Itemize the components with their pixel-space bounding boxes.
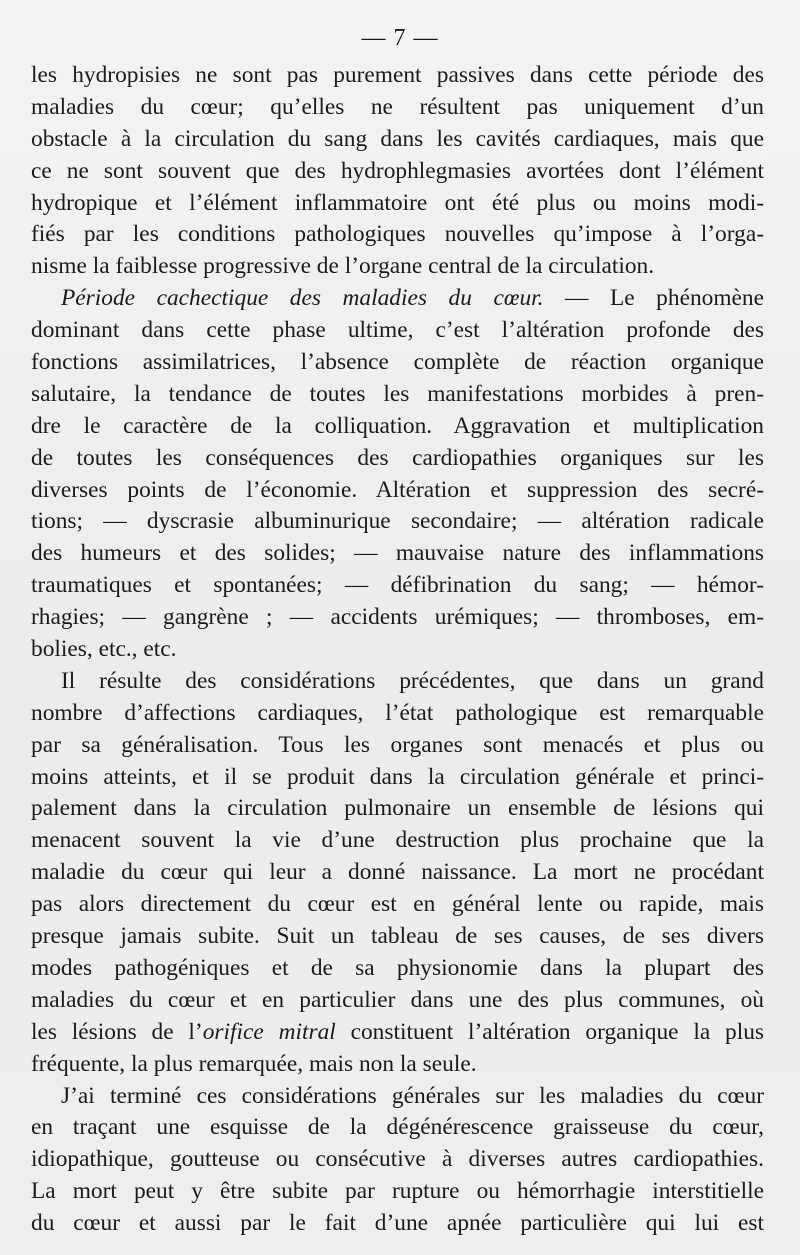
text-line <box>31 985 764 1017</box>
italic-text-segment: orifice mitral <box>202 1018 336 1045</box>
text-segment: palement dans la circulation pulmonaire un ensemble de lésions qui <box>31 795 764 822</box>
text-line <box>31 124 764 156</box>
text-segment: maladies du cœur et en particulier dans une des plus communes, où <box>31 986 764 1013</box>
text-line <box>31 347 764 379</box>
text-line <box>31 1081 764 1113</box>
text-segment: Il résulte des considérations précédentes, que dans un grand <box>61 667 764 694</box>
text-line <box>31 793 764 825</box>
text-segment: fonctions assimilatrices, l’absence complète de réaction organique <box>31 349 764 376</box>
page-number: — 7 — <box>361 25 439 51</box>
text-segment: idiopathique, goutteuse ou consécutive à diverses autres cardiopathies. <box>31 1146 764 1173</box>
text-line <box>31 315 764 347</box>
text-line <box>31 889 764 921</box>
text-segment: constituent l’altération organique la plus <box>335 1018 764 1045</box>
text-line <box>31 762 764 794</box>
text-line <box>31 411 764 443</box>
text-line <box>31 825 764 857</box>
text-segment: modes pathogéniques et de sa physionomie dans la plupart des <box>31 954 764 981</box>
text-segment: fréquente, la plus remarquée, mais non la seule. <box>31 1050 477 1077</box>
text-line <box>31 666 764 698</box>
text-segment: les lésions de l’ <box>31 1018 203 1045</box>
text-line <box>31 538 764 570</box>
text-segment: par sa généralisation. Tous les organes sont menacés et plus ou <box>31 731 764 758</box>
body-text <box>31 60 764 1240</box>
text-line <box>31 1208 764 1240</box>
text-segment: les hydropisies ne sont pas purement passives dans cette période des <box>31 62 764 88</box>
text-line <box>31 475 764 507</box>
text-line <box>31 1017 764 1049</box>
text-line <box>31 219 764 251</box>
text-segment: en traçant une esquisse de la dégénérescence graisseuse du cœur, <box>31 1114 764 1141</box>
text-line <box>31 506 764 538</box>
text-segment: dre le caractère de la colliquation. Aggravation et multiplication <box>31 412 764 439</box>
text-line <box>31 92 764 124</box>
text-segment: maladie du cœur qui leur a donné naissance. La mort ne procédant <box>31 859 764 886</box>
text-line <box>31 60 764 92</box>
text-line <box>31 1176 764 1208</box>
text-segment: ce ne sont souvent que des hydrophlegmasies avortées dont l’élément <box>31 157 764 184</box>
text-line <box>31 379 764 411</box>
text-segment: de toutes les conséquences des cardiopathies organiques sur les <box>31 444 764 471</box>
text-segment: tions; — dyscrasie albuminurique secondaire; — altération radicale <box>31 508 764 535</box>
text-segment: La mort peut y être subite par rupture ou hémorrhagie interstitielle <box>31 1178 764 1205</box>
text-segment: — Le phénomène <box>543 285 764 312</box>
text-segment: J’ai terminé ces considérations générales sur les maladies du cœur <box>61 1082 764 1109</box>
text-line <box>31 443 764 475</box>
text-segment: des humeurs et des solides; — mauvaise nature des inflammations <box>31 540 764 567</box>
text-line <box>31 156 764 188</box>
text-line <box>31 283 764 315</box>
text-segment: menacent souvent la vie d’une destruction plus prochaine que la <box>31 827 764 854</box>
text-segment: traumatiques et spontanées; — défibrination du sang; — hémor- <box>31 572 764 599</box>
text-line <box>31 570 764 602</box>
text-segment: diverses points de l’économie. Altération et suppression des secré- <box>31 476 764 503</box>
text-segment: hydropique et l’élément inflammatoire ont été plus ou moins modi- <box>31 189 764 216</box>
text-line <box>31 634 764 666</box>
italic-text-segment: Période cachectique des maladies du cœur. <box>61 285 544 312</box>
text-segment: bolies, etc., etc. <box>31 636 177 663</box>
text-line <box>31 730 764 762</box>
text-segment: pas alors directement du cœur est en général lente ou rapide, mais <box>31 891 764 918</box>
text-segment: fiés par les conditions pathologiques nouvelles qu’impose à l’orga- <box>31 221 764 248</box>
text-segment: nombre d’affections cardiaques, l’état pathologique est remarquable <box>31 699 764 726</box>
text-segment: presque jamais subite. Suit un tableau de ses causes, de ses divers <box>31 923 764 950</box>
text-line <box>31 188 764 220</box>
text-line <box>31 251 764 283</box>
text-line <box>31 921 764 953</box>
text-segment: nisme la faiblesse progressive de l’organe central de la circulation. <box>31 253 655 280</box>
text-segment: maladies du cœur; qu’elles ne résultent pas uniquement d’un <box>31 93 764 120</box>
text-segment: dominant dans cette phase ultime, c’est l’altération profonde des <box>31 317 764 344</box>
text-segment: rhagies; — gangrène ; — accidents urémiques; — thromboses, em- <box>31 604 764 631</box>
text-line <box>31 602 764 634</box>
text-line <box>31 953 764 985</box>
text-segment: obstacle à la circulation du sang dans les cavités cardiaques, mais que <box>31 125 764 152</box>
text-line <box>31 857 764 889</box>
text-segment: salutaire, la tendance de toutes les manifestations morbides à pren- <box>31 380 764 407</box>
text-segment: du cœur et aussi par le fait d’une apnée particulière qui lui est <box>31 1210 764 1237</box>
text-line <box>31 698 764 730</box>
text-line <box>31 1144 764 1176</box>
text-line <box>31 1112 764 1144</box>
text-segment: moins atteints, et il se produit dans la circulation générale et princi- <box>31 763 764 790</box>
text-line <box>31 1049 764 1081</box>
